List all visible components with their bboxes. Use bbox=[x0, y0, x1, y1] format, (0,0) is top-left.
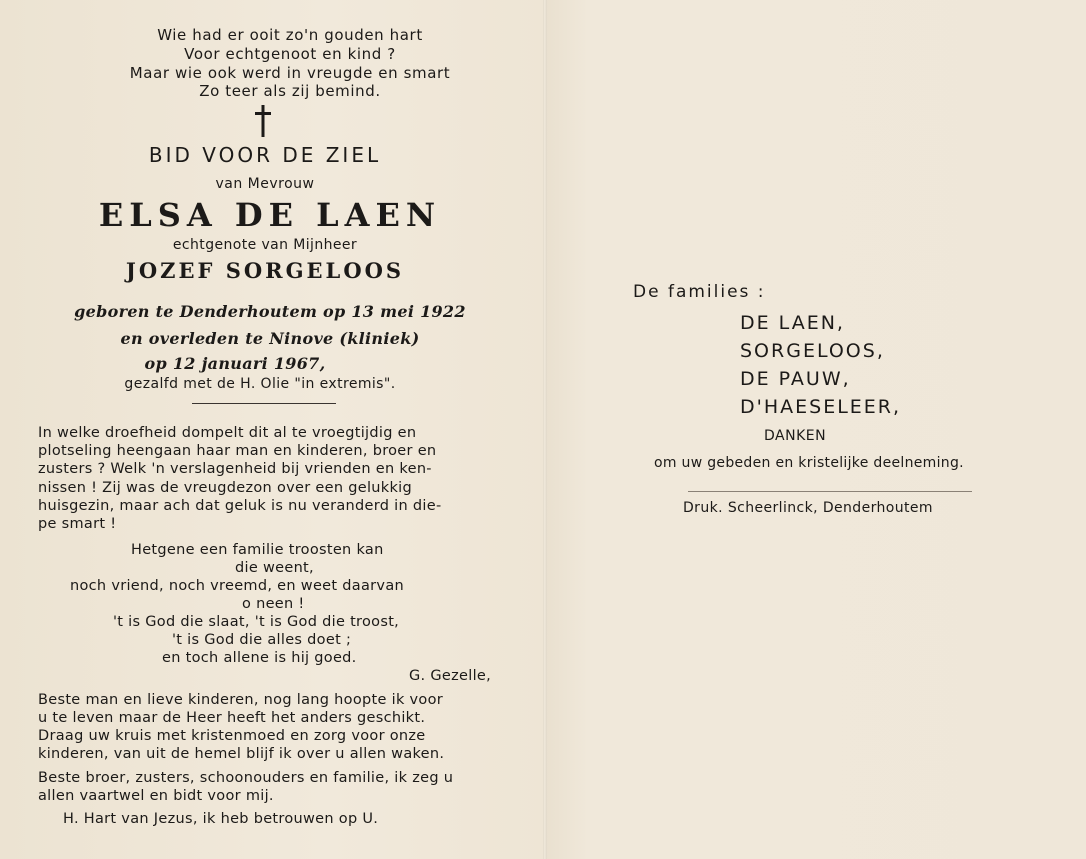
verse-author: G. Gezelle, bbox=[409, 668, 492, 684]
paragraph1-line-1: In welke droefheid dompelt dit al te vroegtijdig en bbox=[38, 425, 417, 441]
paragraph3-line-1: Beste broer, zusters, schoonouders en familie, ik zeg u bbox=[38, 770, 454, 786]
spouse-intro: echtgenote van Mijnheer bbox=[172, 237, 358, 253]
poem-line-1: Wie had er ooit zo'n gouden hart bbox=[157, 26, 423, 44]
birth-line: geboren te Denderhoutem op 13 mei 1922 bbox=[74, 302, 466, 321]
family-name-3: DE PAUW, bbox=[740, 368, 851, 390]
thanks-line: om uw gebeden en kristelijke deelneming. bbox=[654, 455, 964, 471]
deceased-name: ELSA DE LAEN bbox=[98, 196, 442, 234]
verse-line-1: Hetgene een familie troosten kan bbox=[131, 542, 384, 558]
card-fold bbox=[543, 0, 547, 859]
paragraph1-line-3: zusters ? Welk 'n verslagenheid bij vrienden en ken- bbox=[38, 461, 432, 477]
paragraph2-line-4: kinderen, van uit de hemel blijf ik over u allen waken. bbox=[38, 746, 445, 762]
death-line: en overleden te Ninove (kliniek) bbox=[120, 329, 420, 348]
paragraph2-line-2: u te leven maar de Heer heeft het anders geschikt. bbox=[38, 710, 426, 726]
death-date: op 12 januari 1967, bbox=[144, 354, 326, 373]
verse-line-4: o neen ! bbox=[242, 596, 305, 612]
verse-line-6: 't is God die alles doet ; bbox=[172, 632, 352, 648]
honorific: van Mevrouw bbox=[215, 176, 315, 192]
paragraph2-line-1: Beste man en lieve kinderen, nog lang hoopte ik voor bbox=[38, 692, 444, 708]
divider-left bbox=[192, 403, 336, 404]
paragraph3-line-2: allen vaartwel en bidt voor mij. bbox=[38, 788, 274, 804]
families-label: De families : bbox=[633, 282, 766, 302]
poem-line-2: Voor echtgenoot en kind ? bbox=[184, 45, 396, 63]
spouse-name: JOZEF SORGELOOS bbox=[125, 258, 405, 283]
closing-prayer: H. Hart van Jezus, ik heb betrouwen op U. bbox=[63, 811, 379, 827]
paragraph1-line-5: huisgezin, maar ach dat geluk is nu veranderd in die- bbox=[38, 498, 442, 514]
paragraph1-line-4: nissen ! Zij was de vreugdezon over een gelukkig bbox=[38, 480, 413, 496]
poem-line-3: Maar wie ook werd in vreugde en smart bbox=[129, 64, 451, 82]
verse-line-5: 't is God die slaat, 't is God die troost, bbox=[113, 614, 400, 630]
verse-line-3: noch vriend, noch vreemd, en weet daarvan bbox=[70, 578, 404, 594]
anointed-line: gezalfd met de H. Olie "in extremis". bbox=[124, 376, 396, 392]
thanks-word: DANKEN bbox=[764, 428, 827, 444]
family-name-1: DE LAEN, bbox=[740, 312, 845, 334]
paragraph1-line-2: plotseling heengaan haar man en kinderen, broer en bbox=[38, 443, 437, 459]
paragraph2-line-3: Draag uw kruis met kristenmoed en zorg voor onze bbox=[38, 728, 426, 744]
paragraph1-line-6: pe smart ! bbox=[38, 516, 117, 532]
cross-icon bbox=[252, 104, 274, 138]
prayer-heading: BID VOOR DE ZIEL bbox=[148, 143, 382, 167]
verse-line-7: en toch allene is hij goed. bbox=[162, 650, 357, 666]
family-name-2: SORGELOOS, bbox=[740, 340, 885, 362]
verse-line-2: die weent, bbox=[235, 560, 314, 576]
family-name-4: D'HAESELEER, bbox=[740, 396, 902, 418]
printer-credit: Druk. Scheerlinck, Denderhoutem bbox=[683, 500, 933, 516]
divider-right bbox=[688, 491, 972, 492]
poem-line-4: Zo teer als zij bemind. bbox=[199, 82, 381, 100]
